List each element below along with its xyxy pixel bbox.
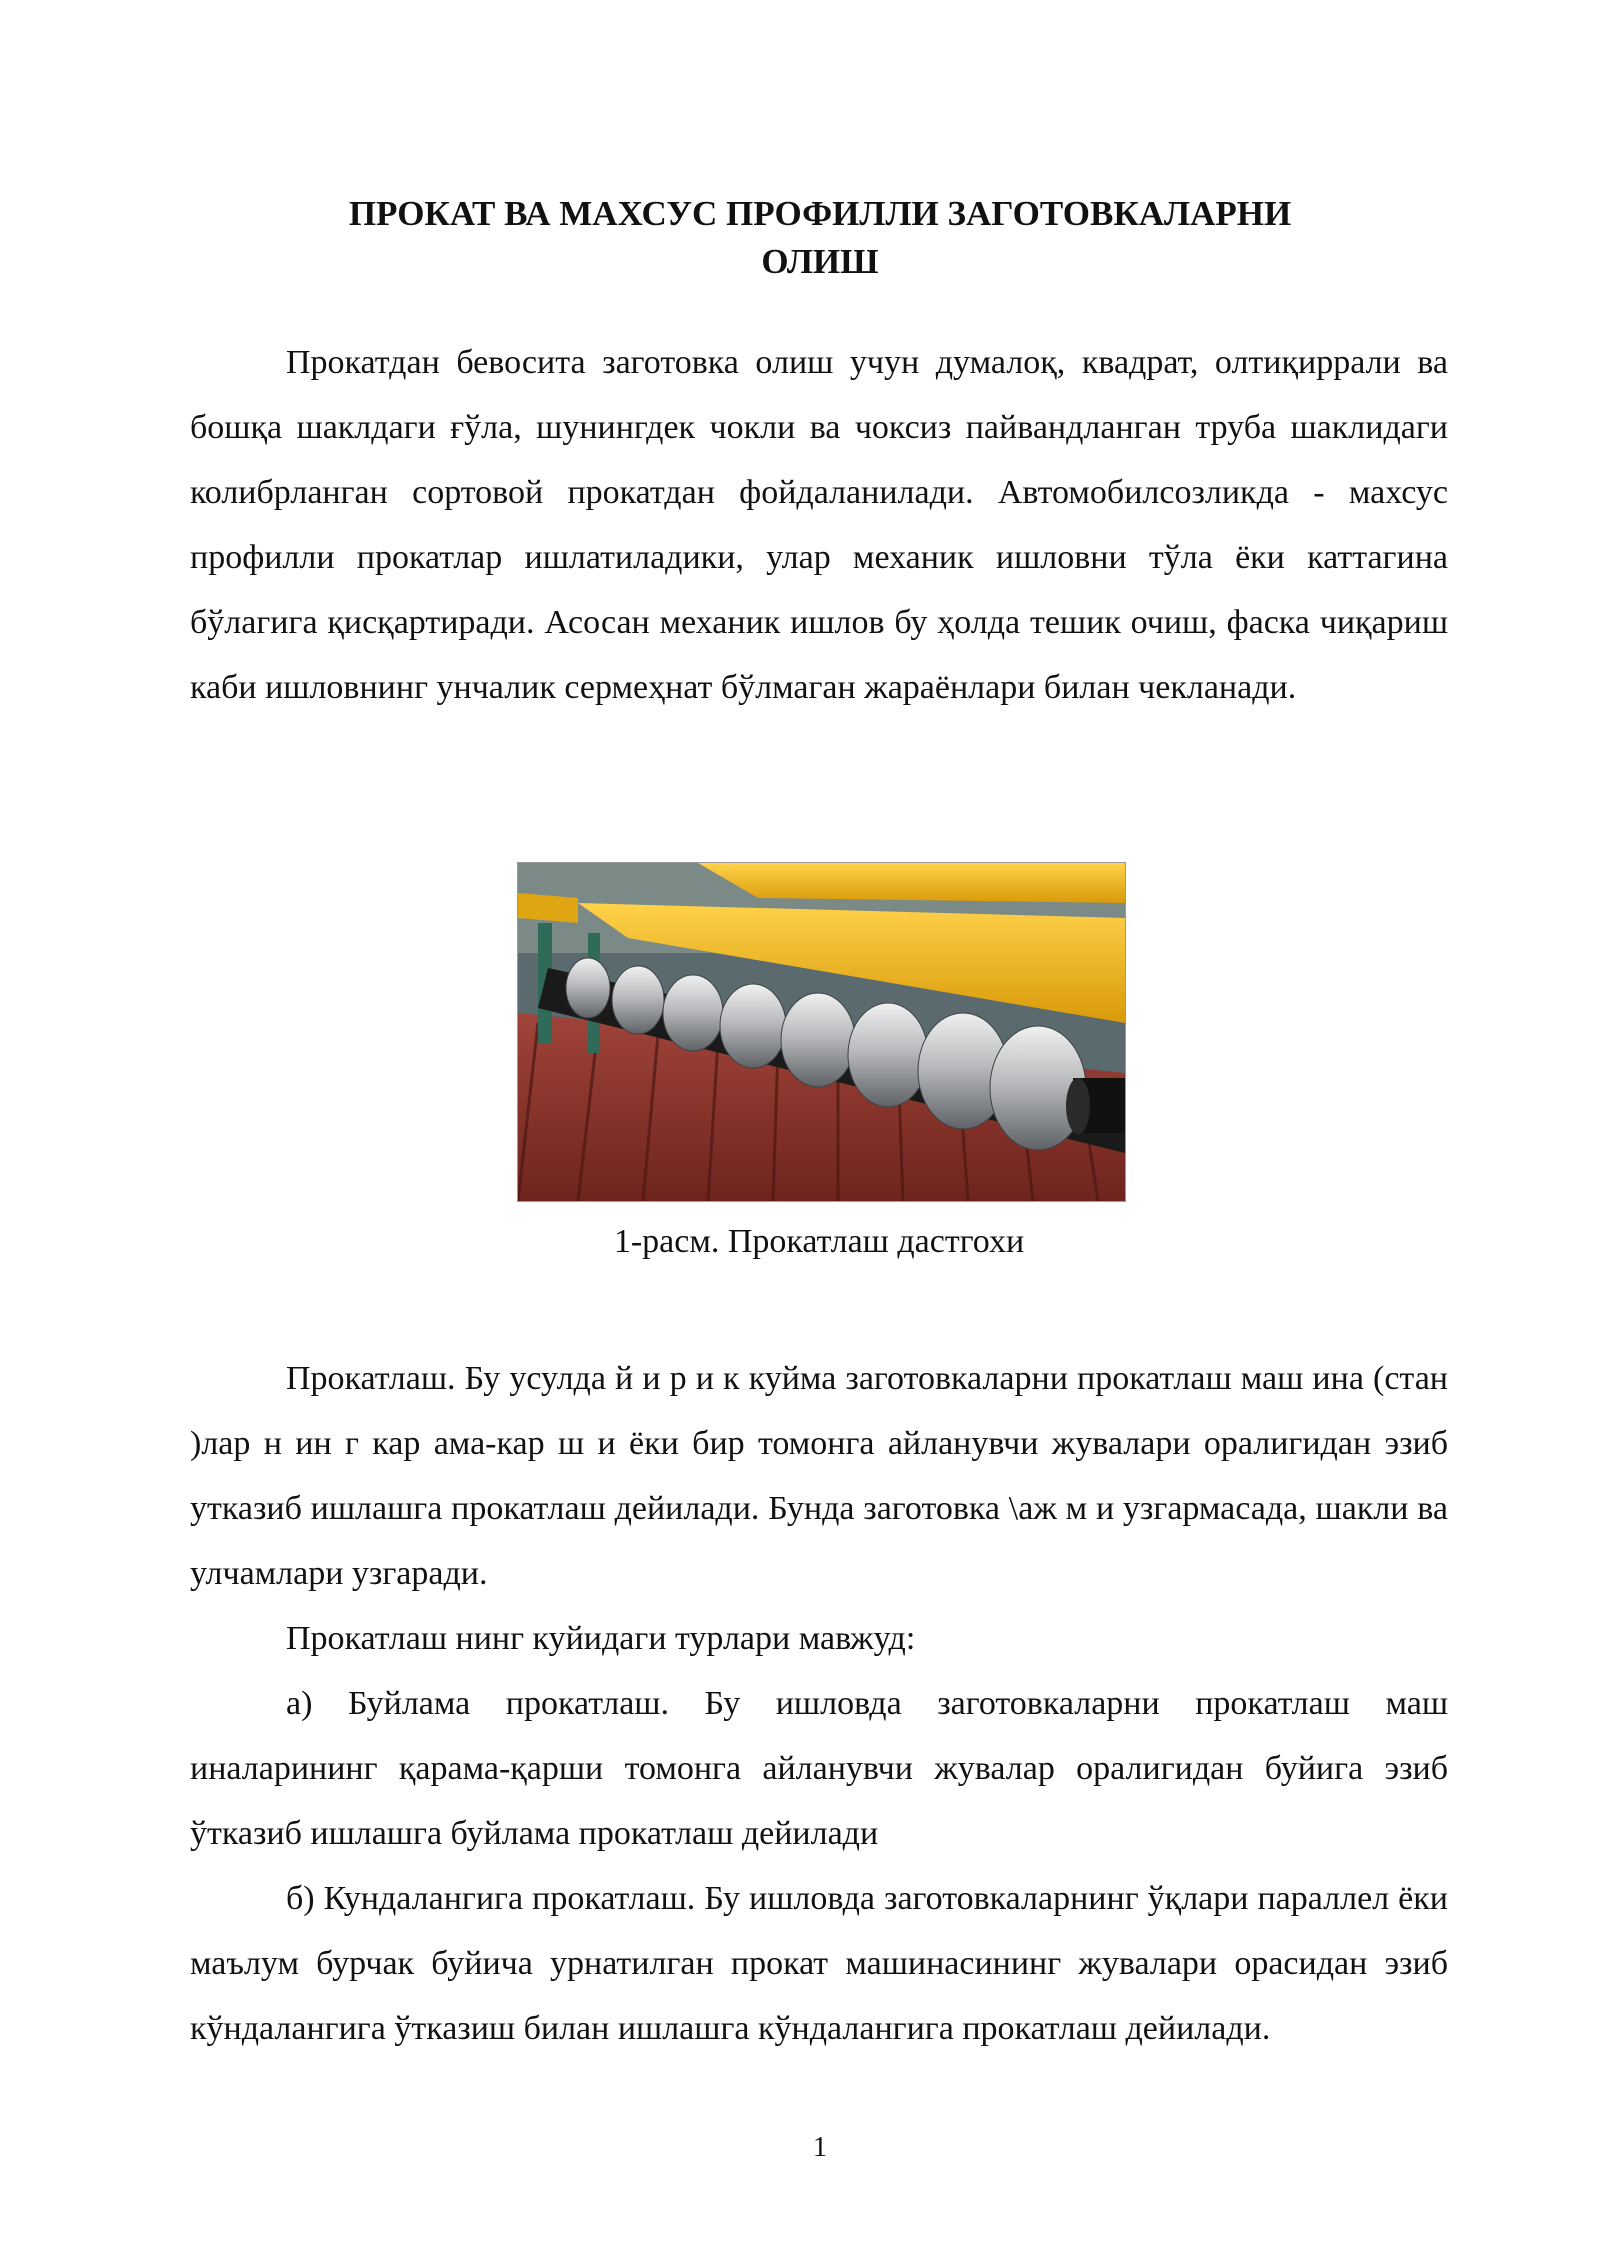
paragraph-rolling-definition: Прокатлаш. Бу усулда й и р и к куйма заготовкаларни прокатлаш маш ина (стан )лар н ин г кар ама-кар ш и ёки бир томонга айланувчи жувалари оралигидан эзиб утказиб ишлашга прокатлаш дейилади. Бунда заготовка \аж м и узгармасада, шакли ва улчамлари узгаради.	[190, 1360, 1448, 1592]
title-line-2: ОЛИШ	[761, 242, 879, 281]
paragraph-transverse-rolling: б) Кундалангига прокатлаш. Бу ишловда заготовкаларнинг ўқлари параллел ёки маълум бурчак буйича урнатилган прокат машинасининг жувалари орасидан эзиб кўндалангига ўтказиш билан ишлашга кўндалангига прокатлаш дейилади.	[190, 1880, 1448, 2047]
paragraph-intro: Прокатдан бевосита заготовка олиш учун думалоқ, квадрат, олтиқиррали ва бошқа шаклдаги ғўла, шунингдек чокли ва чоксиз пайвандланган труба шаклидаги колибрланган сортовой прокатдан фойдаланилади. Автомобилсозликда - махсус профилли прокатлар ишлатиладики, улар механик ишловни тўла ёки каттагина бўлагига қисқартиради. Асосан механик ишлов бу ҳолда тешик очиш, фаска чиқариш каби ишловнинг унчалик сермеҳнат бўлмаган жараёнлари билан чекланади.	[190, 344, 1448, 706]
rolling-machine-illustration	[518, 863, 1125, 1201]
document-title	[190, 190, 1450, 286]
paragraph-longitudinal-rolling: а) Буйлама прокатлаш. Бу ишловда заготовкаларни прокатлаш маш иналарининг қарама-қарши томонга айланувчи жувалар оралигидан буйига эзиб ўтказиб ишлашга буйлама прокатлаш дейилади	[190, 1685, 1448, 1852]
page-number: 1	[813, 2132, 827, 2163]
figure-caption: 1-расм. Прокатлаш дастгохи	[613, 1223, 1025, 1260]
title-line-1: ПРОКАТ ВА МАХСУС ПРОФИЛЛИ ЗАГОТОВКАЛАРНИ	[348, 194, 1292, 233]
rolling-machine-photo	[517, 862, 1126, 1202]
paragraph-rolling-types: Прокатлаш нинг куйидаги турлари мавжуд:	[286, 1620, 916, 1657]
